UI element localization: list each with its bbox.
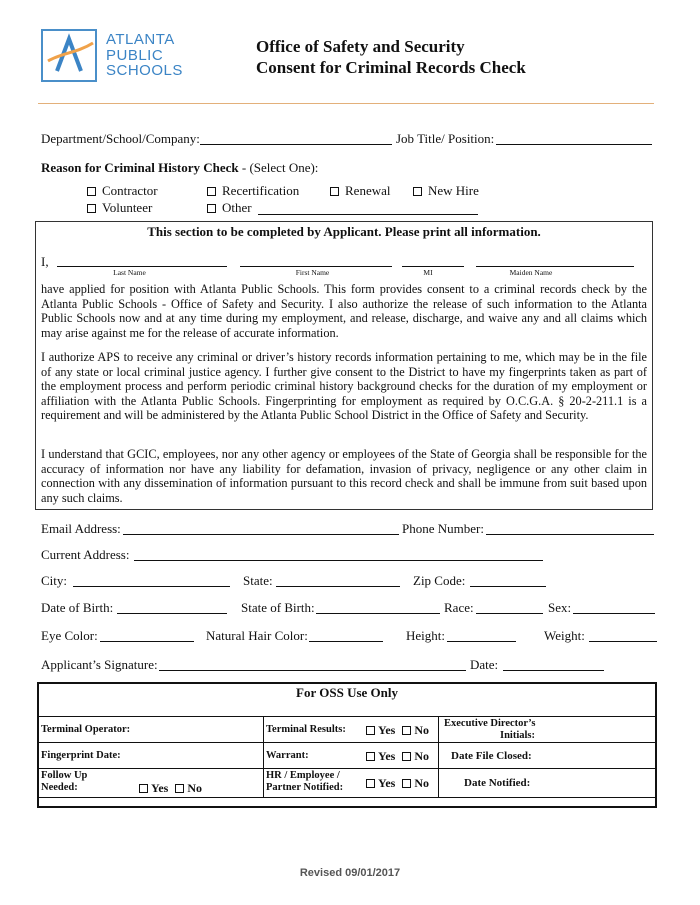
city-field[interactable] — [73, 586, 230, 587]
state-of-birth-field[interactable] — [316, 613, 440, 614]
checkbox[interactable] — [87, 204, 96, 213]
consent-paragraph-3: I understand that GCIC, employees, nor any other agency or employees of the State of Georgia shall be responsible for the accuracy of information nor have any liability for defamation, invasion of privacy, negligence or any other claim in connection with any dissemination of information pursuant to this record check and shall be immune from suit based upon any such claims. — [41, 447, 647, 505]
phone-field[interactable] — [486, 534, 654, 535]
exec-director-label-2: Initials: — [500, 730, 536, 741]
hair-color-label: Natural Hair Color: — [206, 628, 308, 643]
option-other[interactable]: Other — [207, 200, 252, 216]
terminal-results-label: Terminal Results: — [266, 724, 346, 735]
table-rule — [37, 797, 657, 798]
caption-maiden-name: Maiden Name — [509, 268, 553, 277]
checkbox[interactable] — [402, 752, 411, 761]
state-field[interactable] — [276, 586, 400, 587]
header-divider — [38, 103, 654, 104]
follow-up-options[interactable]: Yes No — [139, 782, 202, 794]
weight-field[interactable] — [589, 641, 657, 642]
zip-field[interactable] — [470, 586, 546, 587]
address-label: Current Address: — [41, 547, 130, 562]
exec-director-label-1: Executive Director’s — [444, 718, 536, 729]
reason-heading: Reason for Criminal History Check - (Select One): — [41, 160, 319, 175]
checkbox[interactable] — [366, 726, 375, 735]
eye-color-field[interactable] — [100, 641, 194, 642]
logo-mark — [41, 29, 97, 82]
department-field[interactable] — [200, 144, 392, 145]
date-label: Date: — [470, 657, 499, 672]
first-name-field[interactable] — [240, 266, 392, 267]
caption-last-name: Last Name — [113, 268, 146, 277]
email-label: Email Address: — [41, 521, 121, 536]
race-field[interactable] — [476, 613, 543, 614]
dob-label: Date of Birth: — [41, 600, 114, 615]
checkbox[interactable] — [330, 187, 339, 196]
dob-field[interactable] — [117, 613, 227, 614]
hair-color-field[interactable] — [309, 641, 383, 642]
phone-label: Phone Number: — [402, 521, 484, 536]
warrant-options[interactable]: Yes No — [366, 750, 429, 762]
consent-paragraph-1: have applied for position with Atlanta Public Schools. This form provides consent to a criminal records check by the Atlanta Public Schools - Office of Safety and Security. I also authorize the release of such information to the Atlanta Public Schools now and at any time during my employment, and release, discharge, and waive any and all claims which may arise against me for the release of accurate information. — [41, 282, 647, 340]
other-field[interactable] — [258, 214, 478, 215]
hr-notified-options[interactable]: Yes No — [366, 777, 429, 789]
email-field[interactable] — [123, 534, 399, 535]
caption-mi: MI — [423, 268, 433, 277]
checkbox[interactable] — [366, 779, 375, 788]
page-title: Office of Safety and Security Consent for Criminal Records Check — [256, 37, 526, 77]
checkbox[interactable] — [402, 779, 411, 788]
job-title-label: Job Title/ Position: — [396, 131, 495, 146]
oss-title: For OSS Use Only — [296, 685, 398, 700]
checkbox[interactable] — [87, 187, 96, 196]
checkbox[interactable] — [175, 784, 184, 793]
logo-wordmark: ATLANTA PUBLIC SCHOOLS — [106, 31, 183, 79]
checkbox[interactable] — [402, 726, 411, 735]
option-renewal[interactable]: Renewal — [330, 183, 390, 199]
follow-up-label-2: Needed: — [41, 782, 78, 793]
checkbox[interactable] — [207, 204, 216, 213]
weight-label: Weight: — [544, 628, 585, 643]
date-field[interactable] — [503, 670, 604, 671]
section-heading: This section to be completed by Applicant. Please print all information. — [147, 224, 541, 239]
logo-a-icon — [43, 31, 95, 80]
table-rule — [37, 742, 657, 743]
revision-date: Revised 09/01/2017 — [299, 867, 401, 879]
terminal-results-options[interactable]: Yes No — [366, 724, 429, 736]
caption-first-name: First Name — [295, 268, 330, 277]
option-volunteer[interactable]: Volunteer — [87, 200, 152, 216]
checkbox[interactable] — [413, 187, 422, 196]
hr-notified-label-1: HR / Employee / — [266, 770, 340, 781]
table-col-rule — [438, 716, 439, 797]
mi-field[interactable] — [402, 266, 464, 267]
option-contractor[interactable]: Contractor — [87, 183, 158, 199]
last-name-field[interactable] — [57, 266, 227, 267]
option-recertification[interactable]: Recertification — [207, 183, 299, 199]
date-file-closed-label: Date File Closed: — [451, 750, 532, 762]
city-label: City: — [41, 573, 68, 588]
checkbox[interactable] — [139, 784, 148, 793]
height-field[interactable] — [447, 641, 516, 642]
address-field[interactable] — [134, 560, 543, 561]
checkbox[interactable] — [366, 752, 375, 761]
i-label: I, — [41, 254, 49, 269]
height-label: Height: — [406, 628, 445, 643]
maiden-name-field[interactable] — [476, 266, 634, 267]
table-rule — [37, 716, 657, 717]
race-label: Race: — [444, 600, 474, 615]
option-new-hire[interactable]: New Hire — [413, 183, 479, 199]
signature-label: Applicant’s Signature: — [41, 657, 158, 672]
hr-notified-label-2: Partner Notified: — [266, 782, 344, 793]
consent-paragraph-2: I authorize APS to receive any criminal or driver’s history records information pertaining to me, which may be in the file of any state or local criminal justice agency. I further give consent to the District to have my fingerprints taken as part of the employment process and perform periodic criminal history background checks for the duration of my employment or affiliation with the Atlanta Public Schools. Fingerprinting for employment as required by O.C.G.A. § 20-2-211.1 is a requirement and will be administered by the Atlanta Public School District in the Office of Safety and Security. — [41, 350, 647, 423]
signature-field[interactable] — [159, 670, 466, 671]
department-label: Department/School/Company: — [41, 131, 200, 146]
job-title-field[interactable] — [496, 144, 652, 145]
sex-field[interactable] — [573, 613, 655, 614]
sex-label: Sex: — [548, 600, 572, 615]
zip-label: Zip Code: — [413, 573, 466, 588]
warrant-label: Warrant: — [266, 750, 309, 761]
state-label: State: — [243, 573, 273, 588]
checkbox[interactable] — [207, 187, 216, 196]
terminal-operator-label: Terminal Operator: — [41, 724, 131, 735]
eye-color-label: Eye Color: — [41, 628, 98, 643]
date-notified-label: Date Notified: — [464, 777, 531, 789]
state-of-birth-label: State of Birth: — [241, 600, 315, 615]
table-rule — [37, 768, 657, 769]
fingerprint-date-label: Fingerprint Date: — [41, 750, 121, 761]
table-col-rule — [263, 716, 264, 797]
follow-up-label-1: Follow Up — [41, 770, 88, 781]
